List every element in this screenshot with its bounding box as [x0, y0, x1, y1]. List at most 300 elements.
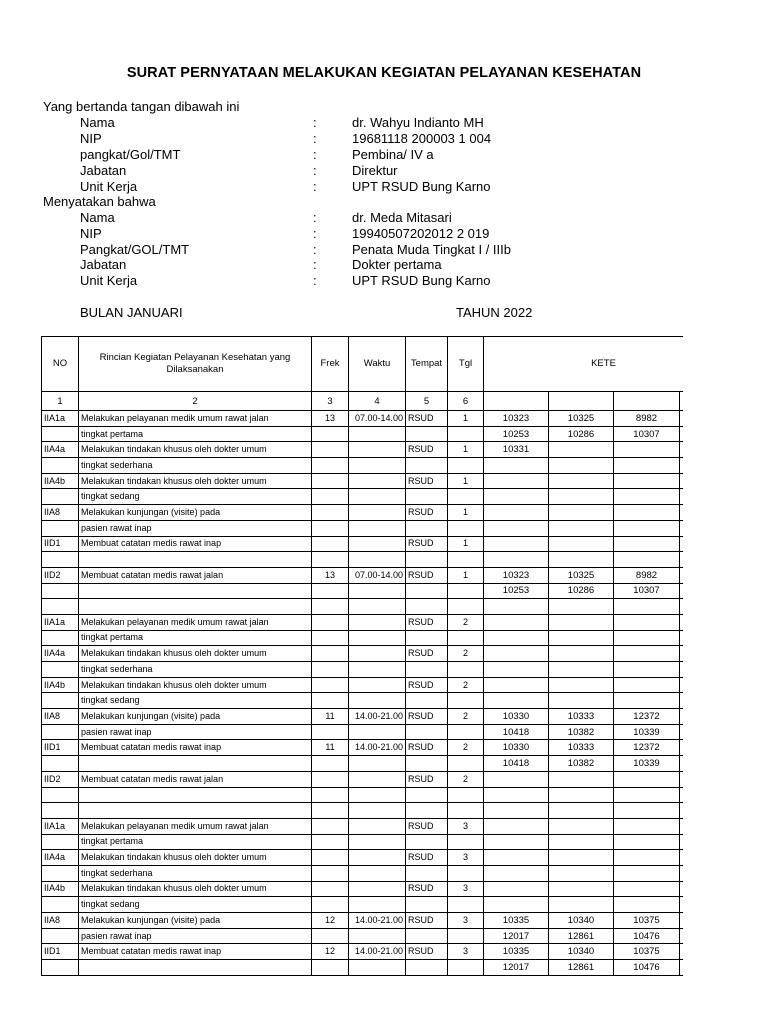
table-row [42, 693, 722, 709]
row-ket-3: 12372 [614, 740, 680, 756]
row-ket-3 [614, 662, 680, 678]
row-tempat: RSUD [406, 771, 448, 787]
row-activity: Membuat catatan medis rawat inap [79, 944, 312, 960]
table-row [42, 897, 722, 913]
row-tempat [406, 552, 448, 568]
row-activity: Membuat catatan medis rawat inap [79, 536, 312, 552]
row-ket-1: 10331 [484, 442, 549, 458]
row-frek [312, 614, 349, 630]
row-ket-3: 12372 [614, 709, 680, 725]
table-row [42, 850, 722, 866]
row-ket-3 [614, 536, 680, 552]
row-ket-2 [549, 489, 614, 505]
row-ket-1 [484, 458, 549, 474]
row-ket-1 [484, 897, 549, 913]
row-ket-2: 10382 [549, 724, 614, 740]
header-keterangan: KETE [484, 337, 722, 392]
row-ket-3 [614, 850, 680, 866]
row-tgl: 2 [448, 709, 484, 725]
row-ket-2 [549, 473, 614, 489]
row-tempat: RSUD [406, 505, 448, 521]
row-tgl [448, 426, 484, 442]
table-row [42, 709, 722, 725]
signer-unit-label: Unit Kerja [80, 179, 138, 194]
row-activity: tingkat pertama [79, 630, 312, 646]
signer-nip-value: 19681118 200003 1 004 [352, 131, 492, 146]
subject-rank-value: Penata Muda Tingkat I / IIIb [352, 242, 511, 257]
row-ket-2 [549, 520, 614, 536]
table-row [42, 740, 722, 756]
row-ket-1 [484, 662, 549, 678]
col-number-blank [614, 392, 680, 411]
row-waktu [349, 473, 406, 489]
row-frek [312, 693, 349, 709]
row-frek [312, 756, 349, 772]
signer-name-label: Nama [80, 115, 115, 130]
row-activity: Melakukan kunjungan (visite) pada [79, 709, 312, 725]
row-activity [79, 960, 312, 976]
intro-text: Yang bertanda tangan dibawah ini [43, 99, 240, 114]
row-tgl: 2 [448, 677, 484, 693]
row-frek [312, 677, 349, 693]
row-activity: Melakukan tindakan khusus oleh dokter umum [79, 473, 312, 489]
row-activity: Membuat catatan medis rawat inap [79, 740, 312, 756]
header-frek: Frek [312, 337, 349, 392]
row-tempat [406, 865, 448, 881]
row-ket-2: 10333 [549, 709, 614, 725]
row-activity: Membuat catatan medis rawat jalan [79, 567, 312, 583]
row-tgl [448, 928, 484, 944]
col-number: 6 [448, 392, 484, 411]
row-ket-1 [484, 505, 549, 521]
row-tgl: 2 [448, 740, 484, 756]
row-code: IID2 [42, 771, 79, 787]
row-ket-2 [549, 599, 614, 615]
row-ket-3 [614, 897, 680, 913]
row-ket-3: 8982 [614, 411, 680, 427]
row-frek [312, 897, 349, 913]
row-ket-3: 10476 [614, 960, 680, 976]
table-row [42, 756, 722, 772]
row-ket-1 [484, 834, 549, 850]
row-ket-2 [549, 771, 614, 787]
row-frek [312, 630, 349, 646]
row-ket-1: 10253 [484, 583, 549, 599]
row-activity [79, 787, 312, 803]
row-code [42, 928, 79, 944]
row-code: IIA1a [42, 818, 79, 834]
row-tgl [448, 693, 484, 709]
row-frek [312, 505, 349, 521]
row-tempat [406, 960, 448, 976]
row-tempat [406, 426, 448, 442]
table-row [42, 552, 722, 568]
row-ket-1 [484, 630, 549, 646]
header-rincian: Rincian Kegiatan Pelayanan Kesehatan yang Dilaksanakan [79, 337, 312, 392]
row-tgl: 1 [448, 442, 484, 458]
row-tempat [406, 489, 448, 505]
row-code [42, 724, 79, 740]
row-code: IIA8 [42, 709, 79, 725]
row-tgl: 2 [448, 614, 484, 630]
row-ket-2: 12861 [549, 960, 614, 976]
row-tempat: RSUD [406, 850, 448, 866]
row-waktu [349, 771, 406, 787]
table-row [42, 614, 722, 630]
row-tgl [448, 489, 484, 505]
row-waktu [349, 520, 406, 536]
row-code [42, 520, 79, 536]
row-ket-2: 10286 [549, 583, 614, 599]
row-ket-1: 10323 [484, 567, 549, 583]
period-month: BULAN JANUARI [80, 305, 183, 320]
row-ket-2 [549, 818, 614, 834]
row-tgl [448, 630, 484, 646]
row-code [42, 552, 79, 568]
colon: : [313, 163, 317, 178]
col-number: 2 [79, 392, 312, 411]
table-row [42, 489, 722, 505]
row-tempat: RSUD [406, 740, 448, 756]
colon: : [313, 242, 317, 257]
row-ket-2 [549, 881, 614, 897]
subject-nip-value: 19940507202012 2 019 [352, 226, 490, 241]
row-frek [312, 442, 349, 458]
row-waktu [349, 787, 406, 803]
row-frek: 11 [312, 709, 349, 725]
row-ket-3 [614, 803, 680, 819]
row-waktu [349, 662, 406, 678]
row-tempat [406, 630, 448, 646]
row-waktu [349, 834, 406, 850]
colon: : [313, 179, 317, 194]
row-tgl: 2 [448, 771, 484, 787]
row-ket-1 [484, 818, 549, 834]
row-ket-3 [614, 458, 680, 474]
row-ket-2 [549, 552, 614, 568]
header-waktu: Waktu [349, 337, 406, 392]
row-ket-3 [614, 834, 680, 850]
colon: : [313, 210, 317, 225]
row-ket-2 [549, 646, 614, 662]
row-waktu [349, 756, 406, 772]
row-ket-1 [484, 552, 549, 568]
row-waktu [349, 646, 406, 662]
row-activity: Melakukan tindakan khusus oleh dokter umum [79, 442, 312, 458]
table-row [42, 865, 722, 881]
row-code: IIA4a [42, 646, 79, 662]
row-tgl: 1 [448, 473, 484, 489]
row-ket-1 [484, 473, 549, 489]
row-tempat [406, 928, 448, 944]
row-ket-1 [484, 693, 549, 709]
row-ket-2 [549, 693, 614, 709]
header-tempat: Tempat [406, 337, 448, 392]
table-row [42, 520, 722, 536]
table-row [42, 960, 722, 976]
signer-position-value: Direktur [352, 163, 398, 178]
colon: : [313, 147, 317, 162]
table-row [42, 881, 722, 897]
row-ket-2: 10382 [549, 756, 614, 772]
row-activity: tingkat sedang [79, 897, 312, 913]
row-tgl [448, 724, 484, 740]
row-activity: tingkat pertama [79, 426, 312, 442]
row-code: IIA4b [42, 473, 79, 489]
colon: : [313, 257, 317, 272]
row-ket-1 [484, 489, 549, 505]
row-waktu: 14.00-21.00 [349, 740, 406, 756]
row-ket-3 [614, 771, 680, 787]
row-code: IIA4b [42, 677, 79, 693]
signer-name-value: dr. Wahyu Indianto MH [352, 115, 484, 130]
row-tempat: RSUD [406, 944, 448, 960]
row-waktu: 14.00-21.00 [349, 913, 406, 929]
row-frek [312, 818, 349, 834]
table-row [42, 583, 722, 599]
row-ket-2 [549, 897, 614, 913]
row-code [42, 960, 79, 976]
row-tempat [406, 834, 448, 850]
row-frek [312, 834, 349, 850]
subject-nip-label: NIP [80, 226, 102, 241]
header-tgl: Tgl [448, 337, 484, 392]
row-code: IIA8 [42, 913, 79, 929]
row-tempat: RSUD [406, 442, 448, 458]
row-ket-3: 10476 [614, 928, 680, 944]
row-tempat [406, 724, 448, 740]
row-waktu: 14.00-21.00 [349, 709, 406, 725]
table-row [42, 567, 722, 583]
row-activity [79, 583, 312, 599]
row-ket-1: 12017 [484, 928, 549, 944]
row-frek [312, 552, 349, 568]
signer-position-label: Jabatan [80, 163, 127, 178]
row-frek: 13 [312, 567, 349, 583]
row-tgl [448, 865, 484, 881]
row-frek [312, 473, 349, 489]
row-ket-3: 8982 [614, 567, 680, 583]
row-ket-1 [484, 599, 549, 615]
row-waktu [349, 599, 406, 615]
row-tgl: 1 [448, 411, 484, 427]
row-activity: Melakukan pelayanan medik umum rawat jalan [79, 818, 312, 834]
row-frek: 12 [312, 913, 349, 929]
table-row [42, 458, 722, 474]
row-code [42, 756, 79, 772]
row-ket-1: 10323 [484, 411, 549, 427]
table-row [42, 928, 722, 944]
row-ket-3: 10307 [614, 426, 680, 442]
row-ket-3 [614, 677, 680, 693]
row-ket-1 [484, 881, 549, 897]
row-activity: tingkat sederhana [79, 865, 312, 881]
row-frek [312, 928, 349, 944]
row-ket-3 [614, 520, 680, 536]
colon: : [313, 115, 317, 130]
row-code [42, 489, 79, 505]
row-ket-3 [614, 489, 680, 505]
row-frek [312, 960, 349, 976]
table-header-row [42, 337, 722, 392]
row-ket-3 [614, 865, 680, 881]
row-ket-2 [549, 787, 614, 803]
row-tgl [448, 834, 484, 850]
col-number: 1 [42, 392, 79, 411]
row-tempat: RSUD [406, 913, 448, 929]
row-code: IID1 [42, 944, 79, 960]
row-ket-2: 10325 [549, 567, 614, 583]
row-frek [312, 771, 349, 787]
row-ket-1: 10335 [484, 913, 549, 929]
subject-name-value: dr. Meda Mitasari [352, 210, 452, 225]
row-activity: tingkat pertama [79, 834, 312, 850]
row-code [42, 865, 79, 881]
row-ket-3 [614, 693, 680, 709]
row-tgl: 2 [448, 646, 484, 662]
row-activity: Membuat catatan medis rawat jalan [79, 771, 312, 787]
row-tempat: RSUD [406, 614, 448, 630]
row-code: IIA4a [42, 442, 79, 458]
table-row [42, 442, 722, 458]
row-ket-3 [614, 505, 680, 521]
table-row [42, 771, 722, 787]
row-waktu [349, 458, 406, 474]
row-ket-2 [549, 458, 614, 474]
subject-rank-label: Pangkat/GOL/TMT [80, 242, 190, 257]
row-waktu [349, 803, 406, 819]
row-waktu [349, 677, 406, 693]
table-row [42, 662, 722, 678]
row-ket-2 [549, 865, 614, 881]
row-waktu [349, 536, 406, 552]
row-tempat: RSUD [406, 709, 448, 725]
row-frek [312, 787, 349, 803]
row-ket-2: 10333 [549, 740, 614, 756]
document-title: SURAT PERNYATAAN MELAKUKAN KEGIATAN PELAYANAN KESEHATAN [126, 65, 642, 81]
row-tempat: RSUD [406, 536, 448, 552]
header-no: NO [42, 337, 79, 392]
table-row [42, 536, 722, 552]
table-row [42, 411, 722, 427]
row-tempat: RSUD [406, 646, 448, 662]
row-frek: 12 [312, 944, 349, 960]
row-frek [312, 865, 349, 881]
table-row [42, 426, 722, 442]
row-ket-2: 10340 [549, 944, 614, 960]
row-code: IIA1a [42, 411, 79, 427]
row-ket-2 [549, 850, 614, 866]
row-ket-3 [614, 614, 680, 630]
row-code: IIA8 [42, 505, 79, 521]
row-ket-2 [549, 505, 614, 521]
row-code: IIA1a [42, 614, 79, 630]
subject-position-value: Dokter pertama [352, 257, 442, 272]
row-tgl [448, 599, 484, 615]
row-tgl [448, 520, 484, 536]
row-ket-1: 10330 [484, 709, 549, 725]
row-code: IIA4a [42, 850, 79, 866]
row-frek [312, 803, 349, 819]
row-activity: tingkat sederhana [79, 458, 312, 474]
row-code [42, 787, 79, 803]
col-number: 4 [349, 392, 406, 411]
row-code: IID1 [42, 536, 79, 552]
row-ket-3 [614, 630, 680, 646]
row-tgl: 3 [448, 944, 484, 960]
row-ket-2: 10286 [549, 426, 614, 442]
row-frek [312, 583, 349, 599]
row-ket-1: 10335 [484, 944, 549, 960]
row-ket-2 [549, 442, 614, 458]
table-row [42, 599, 722, 615]
row-frek [312, 646, 349, 662]
row-activity: tingkat sedang [79, 489, 312, 505]
row-tgl [448, 458, 484, 474]
row-tempat: RSUD [406, 567, 448, 583]
table-row [42, 473, 722, 489]
period-year: TAHUN 2022 [456, 305, 533, 320]
activity-table [41, 336, 722, 976]
row-ket-2 [549, 630, 614, 646]
row-activity [79, 599, 312, 615]
row-ket-3 [614, 473, 680, 489]
row-tempat: RSUD [406, 411, 448, 427]
row-ket-1 [484, 614, 549, 630]
row-waktu [349, 505, 406, 521]
colon: : [313, 131, 317, 146]
row-tgl: 3 [448, 818, 484, 834]
row-ket-3 [614, 818, 680, 834]
table-row [42, 787, 722, 803]
row-code [42, 599, 79, 615]
row-waktu [349, 442, 406, 458]
row-waktu [349, 614, 406, 630]
signer-unit-value: UPT RSUD Bung Karno [352, 179, 491, 194]
table-row [42, 505, 722, 521]
table-row [42, 630, 722, 646]
row-ket-1 [484, 865, 549, 881]
row-frek [312, 724, 349, 740]
row-tgl: 3 [448, 913, 484, 929]
row-frek [312, 881, 349, 897]
row-ket-3 [614, 442, 680, 458]
row-activity: Melakukan pelayanan medik umum rawat jalan [79, 411, 312, 427]
row-waktu [349, 724, 406, 740]
table-row [42, 834, 722, 850]
row-frek [312, 426, 349, 442]
col-number: 3 [312, 392, 349, 411]
row-activity [79, 756, 312, 772]
row-code [42, 693, 79, 709]
row-activity: Melakukan tindakan khusus oleh dokter umum [79, 850, 312, 866]
row-activity: tingkat sederhana [79, 662, 312, 678]
row-tgl [448, 803, 484, 819]
row-activity: tingkat sedang [79, 693, 312, 709]
row-tempat [406, 520, 448, 536]
table-row [42, 646, 722, 662]
row-activity: Melakukan pelayanan medik umum rawat jalan [79, 614, 312, 630]
row-tgl: 1 [448, 567, 484, 583]
row-waktu [349, 489, 406, 505]
row-ket-3: 10375 [614, 913, 680, 929]
row-activity: Melakukan tindakan khusus oleh dokter umum [79, 646, 312, 662]
row-activity [79, 552, 312, 568]
row-activity: pasien rawat inap [79, 928, 312, 944]
row-tempat [406, 583, 448, 599]
row-ket-1 [484, 771, 549, 787]
colon: : [313, 226, 317, 241]
